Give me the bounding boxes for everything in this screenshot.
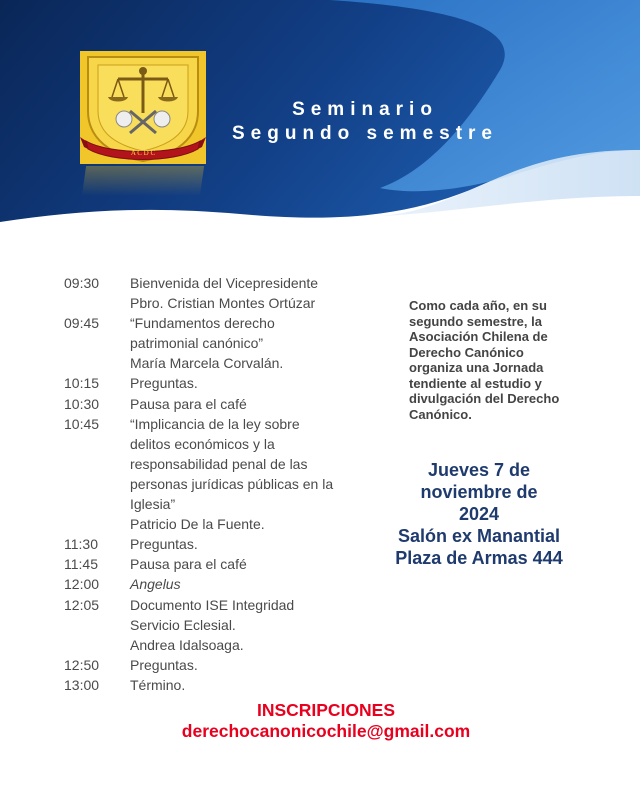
schedule-line: Preguntas. [130,536,198,553]
schedule-description [130,414,354,535]
schedule-line: Angelus [130,576,181,593]
intro-line: Derecho Canónico [409,344,524,360]
intro-line: divulgación del Derecho [409,391,560,406]
schedule-time: 09:30 [64,275,100,291]
schedule-description [130,373,354,393]
schedule-line: Documento ISE Integridad [130,596,295,613]
scales-of-justice-icon [80,51,206,164]
schedule-line: “Fundamentos derecho [130,315,275,332]
schedule-line: responsabilidad penal de las [130,455,308,472]
schedule-line: “Implicancia de la ley sobre [130,415,300,432]
schedule-line: Servicio Eclesial. [130,616,236,633]
schedule-description [130,313,354,373]
schedule-line: María Marcela Corvalán. [130,355,284,372]
schedule-description [130,574,354,594]
schedule-list [64,273,354,695]
schedule-time: 12:05 [64,596,100,613]
title-line-2: Segundo semestre [232,123,498,144]
logo-reflection [82,166,204,196]
intro-line: tendiente al estudio y [409,375,542,391]
schedule-line: Andrea Idalsoaga. [130,636,244,653]
schedule-time: 09:45 [64,315,100,332]
schedule-row [64,534,354,554]
schedule-time: 11:30 [64,536,98,553]
schedule-line: Preguntas. [130,656,198,673]
schedule-row [64,675,354,695]
schedule-description [130,655,354,675]
inscriptions-label: INSCRIPCIONES [256,700,396,720]
schedule-line: personas jurídicas públicas en la [130,475,334,492]
intro-line: Como cada año, en su [409,298,547,313]
inscriptions-block [0,700,640,742]
event-line: Jueves 7 de [427,460,531,480]
schedule-time: 13:00 [64,676,100,693]
schedule-line: Preguntas. [130,375,198,392]
schedule-time: 11:45 [64,556,98,573]
event-line: Salón ex Manantial [397,526,561,546]
asociacion-crest-logo [80,51,206,164]
schedule-row [64,595,354,655]
schedule-description [130,394,354,414]
schedule-description [130,554,354,574]
schedule-row [64,373,354,393]
event-line: Plaza de Armas 444 [395,548,563,568]
schedule-time: 10:15 [64,375,100,392]
schedule-row [64,313,354,373]
schedule-line: Término. [130,676,186,693]
intro-paragraph [409,298,584,422]
schedule-description [130,675,354,695]
schedule-time: 12:50 [64,656,100,673]
intro-line: Canónico. [409,406,472,422]
svg-text:A C D C: A C D C [130,149,156,157]
schedule-time: 10:30 [64,395,100,412]
intro-line: Asociación Chilena de [409,329,548,344]
inscriptions-email[interactable]: derechocanonicochile@gmail.com [181,721,471,741]
schedule-row [64,574,354,594]
schedule-description [130,595,354,655]
schedule-row [64,554,354,574]
event-details [376,459,582,569]
schedule-line: Patricio De la Fuente. [130,516,265,533]
event-line: 2024 [458,504,500,524]
schedule-line: Pausa para el café [130,556,247,573]
seminar-title [200,98,530,146]
schedule-line: delitos económicos y la [130,435,275,452]
schedule-line: Iglesia” [130,496,176,513]
schedule-line: Pausa para el café [130,395,247,412]
intro-line: organiza una Jornada [409,360,544,375]
schedule-time: 12:00 [64,576,100,593]
schedule-row [64,394,354,414]
schedule-line: patrimonial canónico” [130,335,264,352]
schedule-description [130,273,354,313]
event-line: noviembre de [420,482,538,502]
schedule-line: Bienvenida del Vicepresidente [130,275,319,291]
title-line-1: Seminario [292,99,438,120]
schedule-row [64,273,354,313]
schedule-time: 10:45 [64,415,100,432]
schedule-description [130,534,354,554]
schedule-line: Pbro. Cristian Montes Ortúzar [130,295,316,312]
intro-line: segundo semestre, la [409,313,542,329]
schedule-row [64,414,354,535]
schedule-row [64,655,354,675]
